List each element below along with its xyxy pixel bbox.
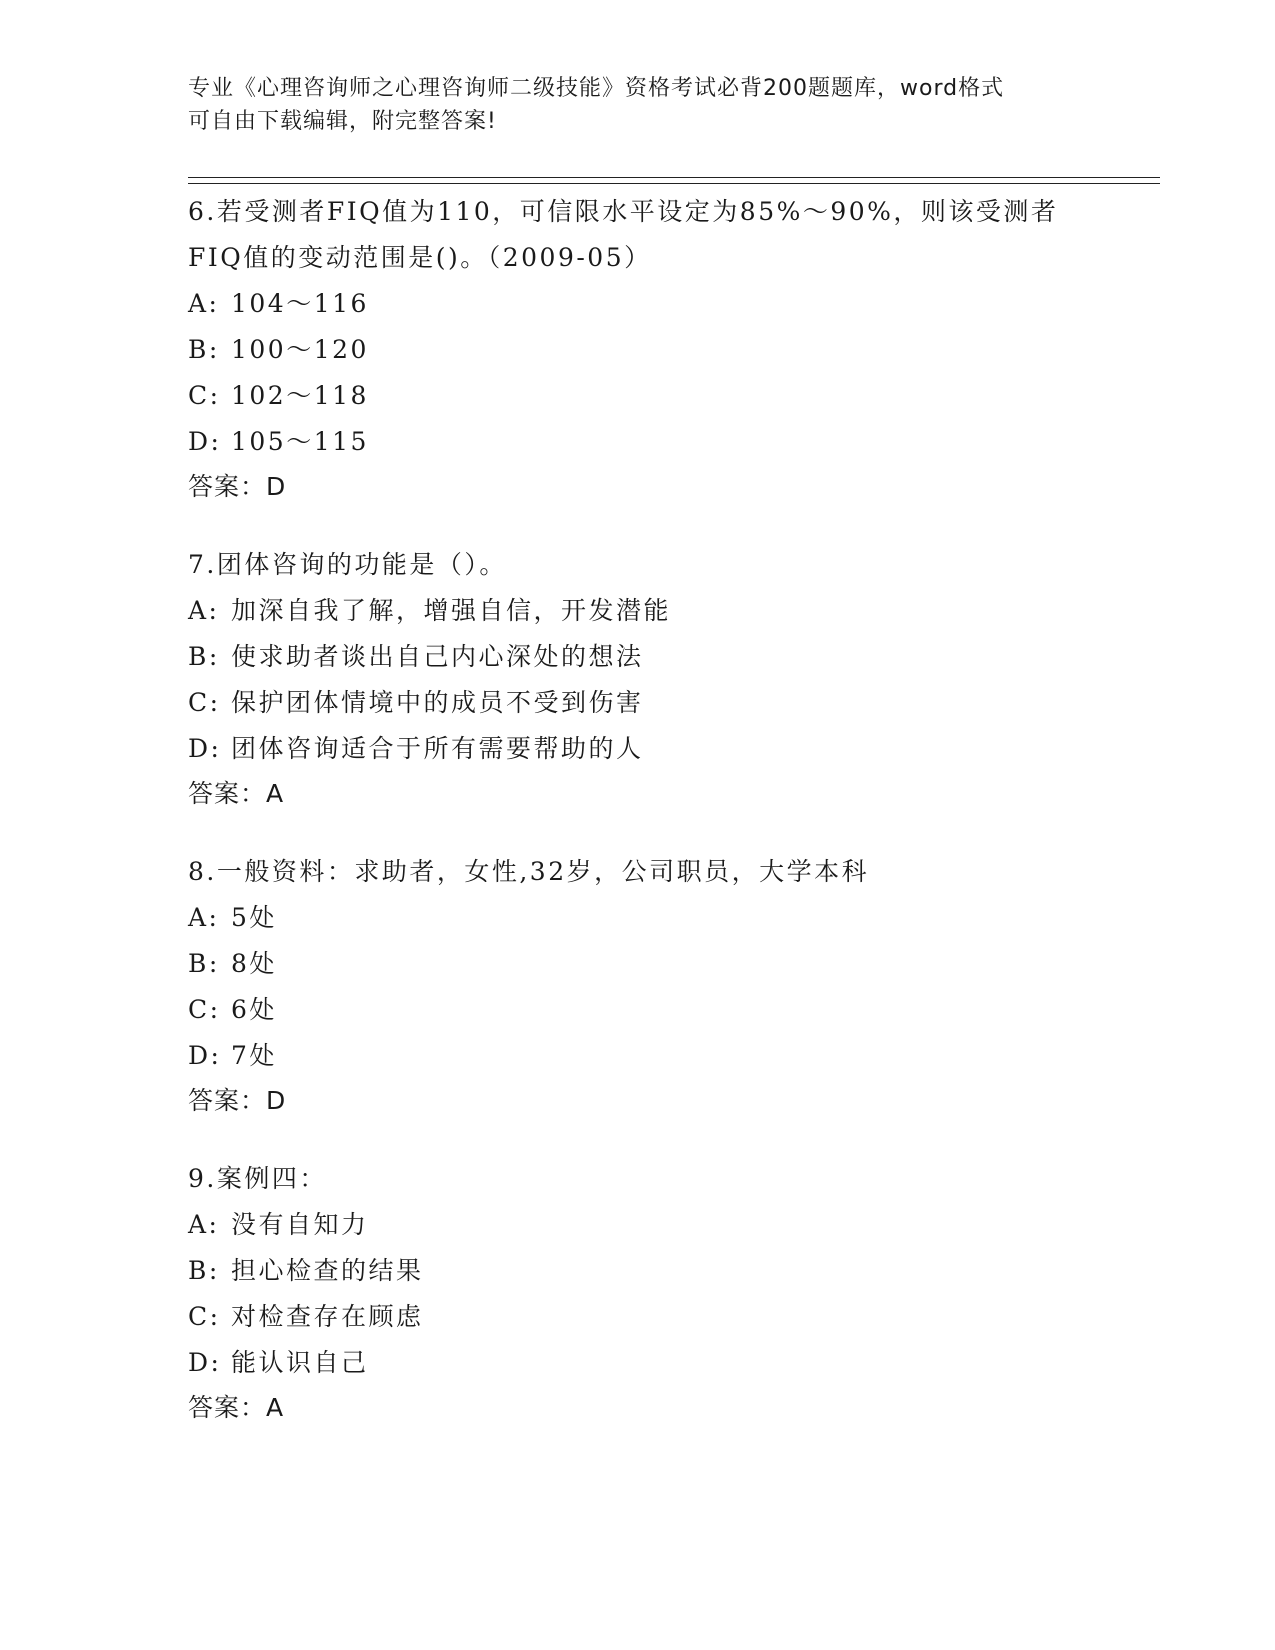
option-letter: C: <box>188 1302 221 1331</box>
option-text: 担心检查的结果 <box>231 1256 424 1285</box>
question-stem: FIQ值的变动范围是()。（2009-05） <box>188 243 652 272</box>
option-text: 105～115 <box>231 427 369 456</box>
option-a <box>188 1202 1148 1248</box>
option-text: 104～116 <box>231 289 369 318</box>
option-text: 102～118 <box>231 381 369 410</box>
option-d <box>188 726 1148 772</box>
option-letter: A: <box>188 903 220 932</box>
question-stem: 8.一般资料：求助者，女性,32岁，公司职员，大学本科 <box>188 857 870 886</box>
option-text: 5处 <box>231 903 277 932</box>
option-text: 8处 <box>231 949 277 978</box>
header-title-line-2: 可自由下载编辑，附完整答案! <box>188 109 497 134</box>
option-text: 6处 <box>231 995 277 1024</box>
option-a <box>188 895 1148 941</box>
question-stem: 9.案例四： <box>188 1164 327 1193</box>
option-text: 保护团体情境中的成员不受到伤害 <box>231 688 644 717</box>
option-c <box>188 987 1148 1033</box>
option-b <box>188 1248 1148 1294</box>
question-list <box>188 189 1148 1463</box>
option-text: 加深自我了解，增强自信，开发潜能 <box>231 596 672 625</box>
option-b <box>188 327 1148 373</box>
option-c <box>188 373 1148 419</box>
option-text: 没有自知力 <box>231 1210 369 1239</box>
option-letter: B: <box>188 949 220 978</box>
question-8 <box>188 849 1148 1123</box>
option-letter: C: <box>188 688 221 717</box>
header-divider-bottom <box>188 183 1160 184</box>
document-header <box>188 72 1088 138</box>
answer-line: 答案：A <box>188 779 285 808</box>
option-letter: A: <box>188 1210 220 1239</box>
option-letter: C: <box>188 995 221 1024</box>
question-stem: 6.若受测者FIQ值为110，可信限水平设定为85%～90%，则该受测者 <box>188 197 1059 226</box>
option-letter: C: <box>188 381 221 410</box>
question-9 <box>188 1156 1148 1430</box>
option-text: 7处 <box>231 1041 277 1070</box>
option-a <box>188 281 1148 327</box>
header-divider-top <box>188 177 1160 178</box>
answer-line: 答案：D <box>188 1086 287 1115</box>
option-letter: D: <box>188 1348 222 1377</box>
answer-line: 答案：D <box>188 472 287 501</box>
option-d <box>188 1340 1148 1386</box>
option-text: 使求助者谈出自己内心深处的想法 <box>231 642 644 671</box>
option-letter: A: <box>188 596 220 625</box>
question-7 <box>188 542 1148 816</box>
option-c <box>188 1294 1148 1340</box>
answer-line: 答案：A <box>188 1393 285 1422</box>
option-letter: D: <box>188 427 222 456</box>
option-d <box>188 419 1148 465</box>
option-d <box>188 1033 1148 1079</box>
option-c <box>188 680 1148 726</box>
header-title-line-1: 专业《心理咨询师之心理咨询师二级技能》资格考试必背200题题库，word格式 <box>188 76 1005 101</box>
option-letter: A: <box>188 289 220 318</box>
option-letter: D: <box>188 1041 222 1070</box>
option-letter: B: <box>188 642 220 671</box>
question-stem: 7.团体咨询的功能是（）。 <box>188 550 507 579</box>
option-b <box>188 634 1148 680</box>
option-letter: B: <box>188 335 220 364</box>
option-text: 能认识自己 <box>231 1348 369 1377</box>
option-text: 团体咨询适合于所有需要帮助的人 <box>231 734 644 763</box>
option-a <box>188 588 1148 634</box>
option-text: 100～120 <box>231 335 369 364</box>
question-6 <box>188 189 1148 509</box>
option-letter: B: <box>188 1256 220 1285</box>
option-text: 对检查存在顾虑 <box>231 1302 424 1331</box>
option-b <box>188 941 1148 987</box>
option-letter: D: <box>188 734 222 763</box>
